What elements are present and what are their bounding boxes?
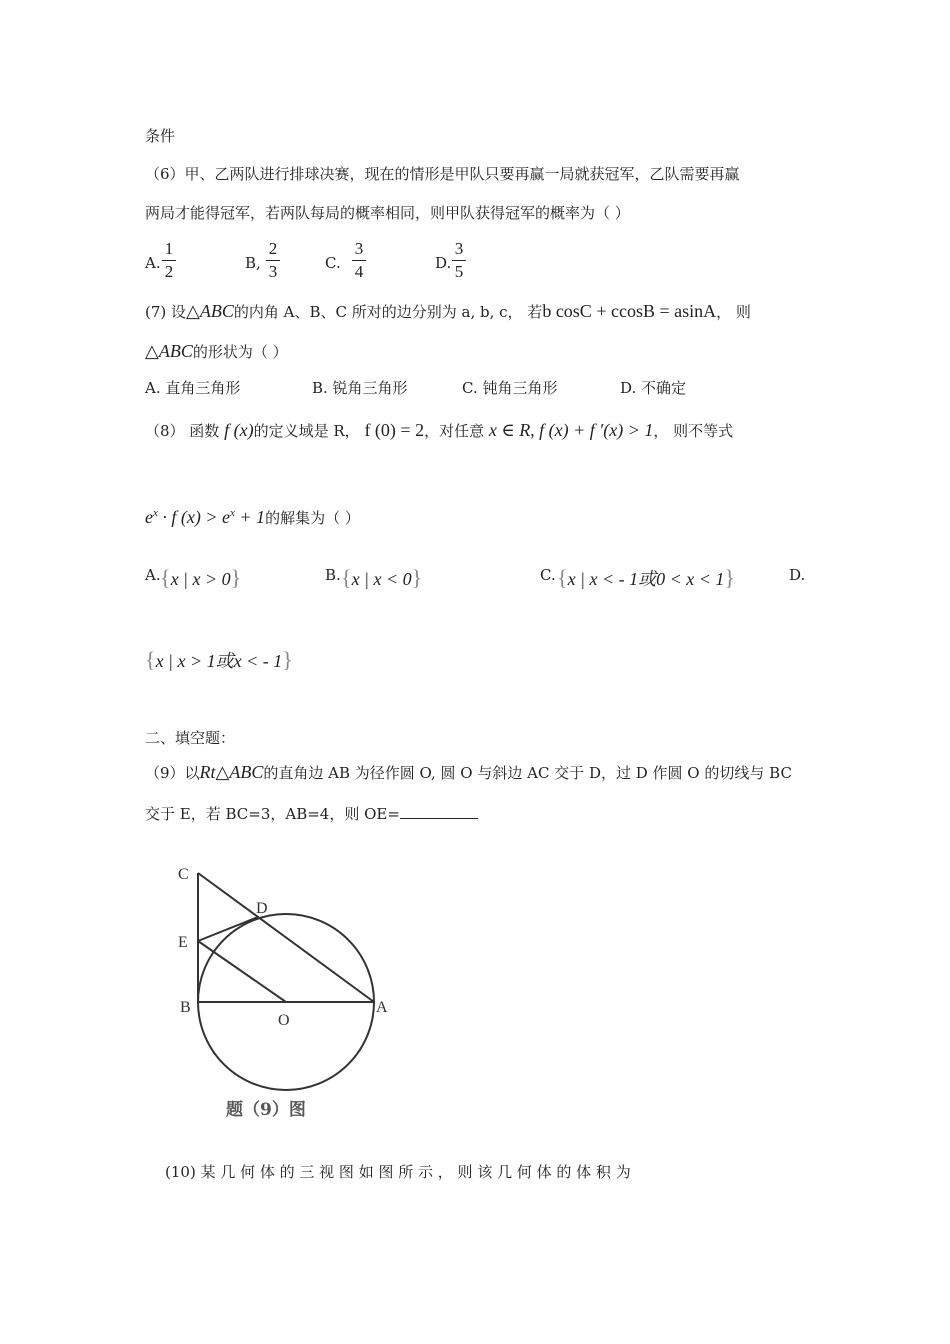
- q7-option-d: D. 不确定: [620, 379, 687, 397]
- q8-option-b-set: {x | x < 0}: [341, 565, 423, 590]
- q8-option-a-set: {x | x > 0}: [160, 565, 242, 590]
- q8-option-c-set: {x | x < - 1或0 < x < 1}: [557, 565, 735, 590]
- q6-line2: 两局才能得冠军，若两队每局的概率相同，则甲队获得冠军的概率为（ ）: [145, 204, 630, 222]
- q9-line2: 交于 E，若 BC=3，AB=4，则 OE=: [145, 804, 478, 824]
- q9-geometry-figure: [170, 855, 430, 1125]
- segment-eo: [198, 941, 286, 1002]
- segment-ca: [198, 873, 374, 1002]
- q7-line1: (7) 设△ABC的内角 A、B、C 所对的边分别为 a, b, c， 若b cosC + ccosB = asinA， 则: [145, 301, 751, 321]
- q7-option-a: A. 直角三角形: [145, 379, 241, 397]
- q8-option-a-label: A.: [145, 566, 161, 584]
- segment-ed: [198, 917, 258, 941]
- q7-option-c: C. 钝角三角形: [462, 379, 558, 397]
- q10-line1: (10) 某 几 何 体 的 三 视 图 如 图 所 示 ， 则 该 几 何 体 的 体 积 为: [165, 1163, 631, 1181]
- q6-option-a-fraction: 1 2: [162, 239, 176, 282]
- figure-caption: 题（9）图: [226, 1100, 306, 1120]
- q7-option-b: B. 锐角三角形: [312, 379, 408, 397]
- label-b: B: [180, 999, 191, 1016]
- q8-option-d-set: {x | x > 1或x < - 1}: [145, 647, 293, 672]
- q6-option-b-label: B,: [245, 254, 261, 272]
- q7-line2: △ABC的形状为（ ）: [145, 341, 288, 361]
- q6-option-a-label: A.: [145, 254, 161, 272]
- q6-option-d-fraction: 3 5: [452, 239, 466, 282]
- q6-line1: （6）甲、乙两队进行排球决赛，现在的情形是甲队只要再赢一局就获冠军，乙队需要再赢: [145, 165, 740, 183]
- label-c: C: [178, 866, 189, 883]
- q6-option-b-fraction: 2 3: [266, 239, 280, 282]
- q6-option-c-fraction: 3 4: [352, 239, 366, 282]
- section-heading-fill-in: 二、填空题：: [145, 729, 236, 747]
- label-o: O: [278, 1012, 290, 1029]
- q9-answer-blank: [400, 804, 478, 819]
- continued-text: 条件: [145, 127, 176, 145]
- q6-option-c-label: C.: [325, 254, 341, 272]
- q8-option-c-label: C.: [540, 566, 556, 584]
- label-e: E: [178, 934, 188, 951]
- q8-line1: （8） 函数 f (x)的定义域是 R， f (0) = 2，对任意 x ∈ R, f (x) + f ′(x) > 1， 则不等式: [145, 420, 734, 440]
- q8-inequality: $e^x \cdot f$ $(x) > e^x + 1$: [145, 507, 266, 527]
- q6-option-d-label: D.: [435, 254, 452, 272]
- q8-option-b-label: B.: [325, 566, 341, 584]
- q8-line2: $e^x \cdot f$ $(x) > e^x + 1$的解集为（ ）: [145, 507, 360, 527]
- label-d: D: [256, 900, 268, 917]
- q8-option-d-label: D.: [789, 566, 806, 584]
- label-a: A: [376, 999, 388, 1016]
- q9-line1: （9）以Rt△ABC的直角边 AB 为径作圆 O, 圆 O 与斜边 AC 交于 D，过 D 作圆 O 的切线与 BC: [145, 762, 792, 782]
